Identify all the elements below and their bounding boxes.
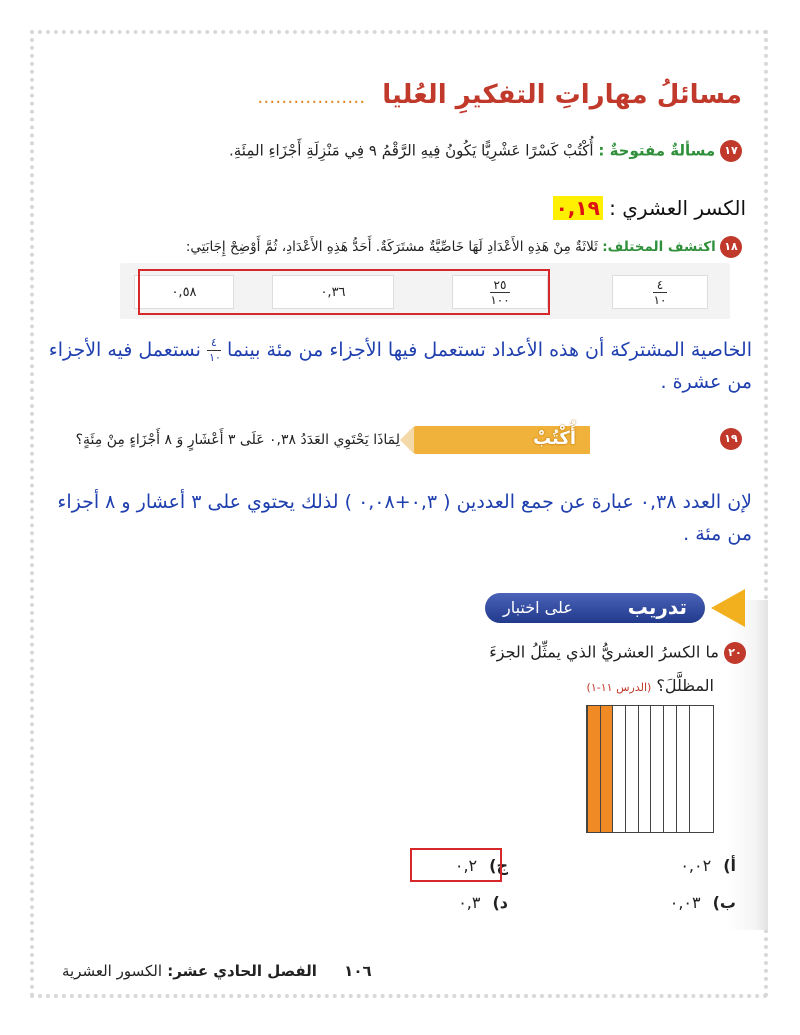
strip-column [612,706,625,832]
question-number-19: ١٩ [720,428,742,450]
question-18-text: ثَلاثَةٌ مِنْ هَذِهِ الأَعْدَادِ لَهَا خَاصِّيَّةٌ مشتَرَكَةٌ. أَحَدُّ هَذِهِ الأَعْدَادِ، ثُمَّ أَوْضِحْ إِجَابَتِي: [185,239,598,255]
write-label-tag [414,426,590,454]
frac-numerator: ٤ [653,278,667,293]
practice-title: تدريب [627,595,687,619]
option-a-label: أ) [723,856,736,875]
option-b[interactable] [670,893,736,912]
write-tag-text: أُكْتُبْ [532,428,576,449]
chapter-name: الكسور العشرية [62,962,163,980]
strip-column [638,706,651,832]
question-20 [489,642,746,664]
option-a-value: ٠,٠٢ [680,856,712,875]
answer-17-value: ٠,١٩ [553,196,603,220]
question-17 [229,140,742,162]
answer-selection-box [138,269,550,315]
number-choices-bar [120,263,730,319]
practice-arrow-icon [711,589,745,627]
option-c-label: ج) [489,856,508,875]
answer-18-frac-num: ٤ [207,336,221,351]
strip-column-shaded [587,706,600,832]
strip-column [650,706,663,832]
answer-17 [553,196,746,220]
question-20-line2-row [587,676,714,695]
practice-header [455,583,745,629]
question-20-line1: ما الكسرُ العشريُّ الذي يمثِّلُ الجزءَ [489,642,719,662]
pencil-icon [400,426,414,454]
option-d-label: د) [492,893,508,912]
option-a[interactable] [680,856,736,875]
strip-column [676,706,689,832]
question-number-18: ١٨ [720,236,742,258]
strip-column [689,706,702,832]
question-17-label: مسألةٌ مفتوحةٌ : [598,141,716,160]
question-18 [186,236,742,258]
correct-option-box [410,848,502,882]
number-card-decimal-058: ٠,٥٨ [134,275,234,309]
answer-18-text-b: نستعمل فيه الأجزاء من عشرة . [48,339,752,393]
section-title [257,80,742,110]
answer-18 [47,334,752,398]
question-number-20: ٢٠ [724,642,746,664]
strip-column [663,706,676,832]
question-20-line2: المظلَّلَ؟ [656,676,714,695]
question-19-number [720,428,742,450]
option-d-value: ٠,٣ [458,893,481,912]
answer-18-frac-den: ١٠ [209,351,221,364]
title-dots: ……………… [257,87,366,108]
answer-19: لإن العدد ٠,٣٨ عبارة عن جمع العددين ( ٠,٣+٠,٠٨ ) لذلك يحتوي على ٣ أعشار و ٨ أجزاء من مئة . [57,491,752,545]
question-18-label: اكتشف المختلف: [602,239,716,255]
frac-numerator: ٢٥ [490,278,511,293]
shaded-strip-figure [586,705,714,833]
page-footer [62,962,372,980]
section-title-text: مسائلُ مهاراتِ التفكيرِ العُليا [382,80,742,110]
strip-column-shaded [600,706,613,832]
option-d[interactable] [458,893,508,912]
practice-subtitle: على اختبار [503,598,573,617]
option-c-value: ٠,٢ [454,856,478,875]
strip-column [701,706,713,832]
chapter-label: الفصل الحادي عشر: [167,962,317,980]
frac-denominator: ١٠ [653,293,667,307]
number-card-decimal-036: ٠,٣٦ [272,275,394,309]
question-17-text: أُكْتُبْ كَسْرًا عَشْرِيًّا يَكُونُ فِيهِ الرَّقْمُ ٩ فِي مَنْزِلَةِ أَجْزَاءِ المِئَةِ. [228,141,594,160]
question-19-text: لِمَاذَا يَحْتَوِي العَدَدُ ٠,٣٨ عَلَى ٣ أَعْشَارٍ وَ ٨ أَجْزَاءٍ مِنْ مِئَةٍ؟ [75,432,400,448]
lesson-reference: (الدرس ١١-١) [586,681,652,694]
answer-17-label: الكسر العشري : [609,196,746,220]
frac-denominator: ١٠٠ [490,293,510,307]
answer-18-text-a: الخاصية المشتركة أن هذه الأعداد تستعمل فيها الأجزاء من مئة بينما [226,339,752,361]
option-b-label: ب) [712,893,736,912]
question-number-17: ١٧ [720,140,742,162]
option-b-value: ٠,٠٣ [669,893,701,912]
strip-column [625,706,638,832]
number-card-fraction-4-10 [612,275,708,309]
practice-pill [485,593,705,623]
page-number: ١٠٦ [344,962,372,980]
